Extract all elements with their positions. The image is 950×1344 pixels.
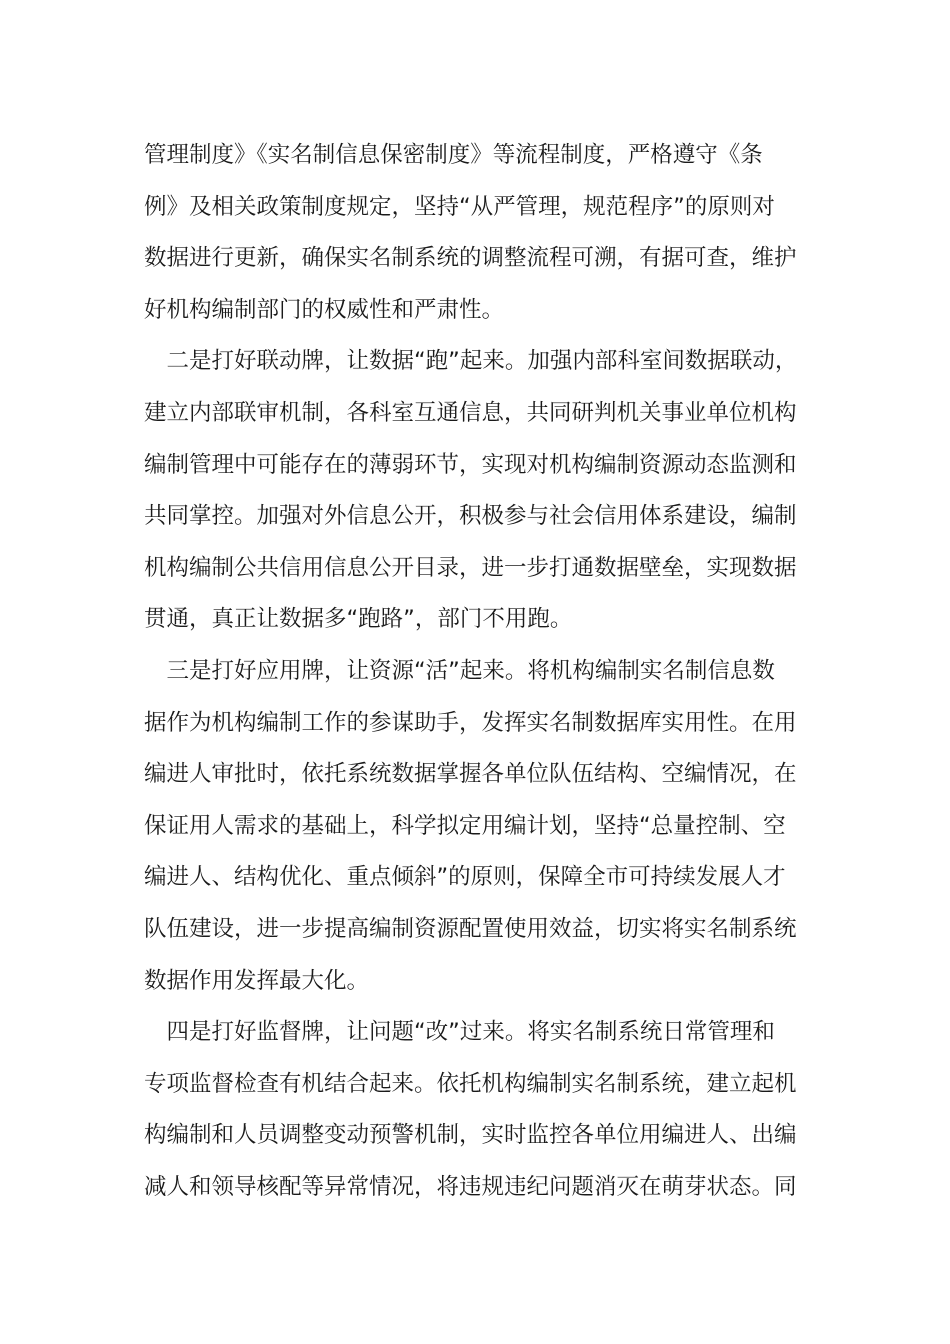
text-line: 据作为机构编制工作的参谋助手，发挥实名制数据库实用性。在用 (144, 709, 797, 736)
text-line: 减人和领导核配等异常情况，将违规违纪问题消灭在萌芽状态。同 (144, 1173, 797, 1200)
text-line: 好机构编制部门的权威性和严肃性。 (144, 296, 505, 323)
text-line: 例》及相关政策制度规定，坚持“从严管理，规范程序”的原则对 (144, 193, 775, 220)
paragraph-start-line: 四是打好监督牌，让问题“改”过来。将实名制系统日常管理和 (144, 1019, 775, 1046)
text-line: 队伍建设，进一步提高编制资源配置使用效益，切实将实名制系统 (144, 915, 797, 942)
text-line: 保证用人需求的基础上，科学拟定用编计划，坚持“总量控制、空 (144, 812, 786, 839)
text-line: 编进人、结构优化、重点倾斜”的原则，保障全市可持续发展人才 (144, 864, 786, 891)
text-line: 机构编制公共信用信息公开目录，进一步打通数据壁垒，实现数据 (144, 554, 797, 581)
text-line: 专项监督检查有机结合起来。依托机构编制实名制系统，建立起机 (144, 1070, 797, 1097)
paragraph-start-line: 二是打好联动牌，让数据“跑”起来。加强内部科室间数据联动， (144, 348, 798, 375)
document-body (144, 130, 824, 1213)
text-line: 编进人审批时，依托系统数据掌握各单位队伍结构、空编情况，在 (144, 761, 797, 788)
text-line: 数据作用发挥最大化。 (144, 967, 370, 994)
text-line: 建立内部联审机制，各科室互通信息，共同研判机关事业单位机构 (144, 399, 797, 426)
text-line: 贯通，真正让数据多“跑路”，部门不用跑。 (144, 606, 573, 633)
text-line: 数据进行更新，确保实名制系统的调整流程可溯，有据可查，维护 (144, 245, 797, 272)
text-line: 构编制和人员调整变动预警机制，实时监控各单位用编进人、出编 (144, 1122, 797, 1149)
text-line: 管理制度》《实名制信息保密制度》等流程制度，严格遵守《条 (144, 142, 763, 168)
text-line: 共同掌控。加强对外信息公开，积极参与社会信用体系建设，编制 (144, 503, 797, 530)
paragraph-start-line: 三是打好应用牌，让资源“活”起来。将机构编制实名制信息数 (144, 657, 775, 684)
text-line: 编制管理中可能存在的薄弱环节，实现对机构编制资源动态监测和 (144, 451, 797, 478)
